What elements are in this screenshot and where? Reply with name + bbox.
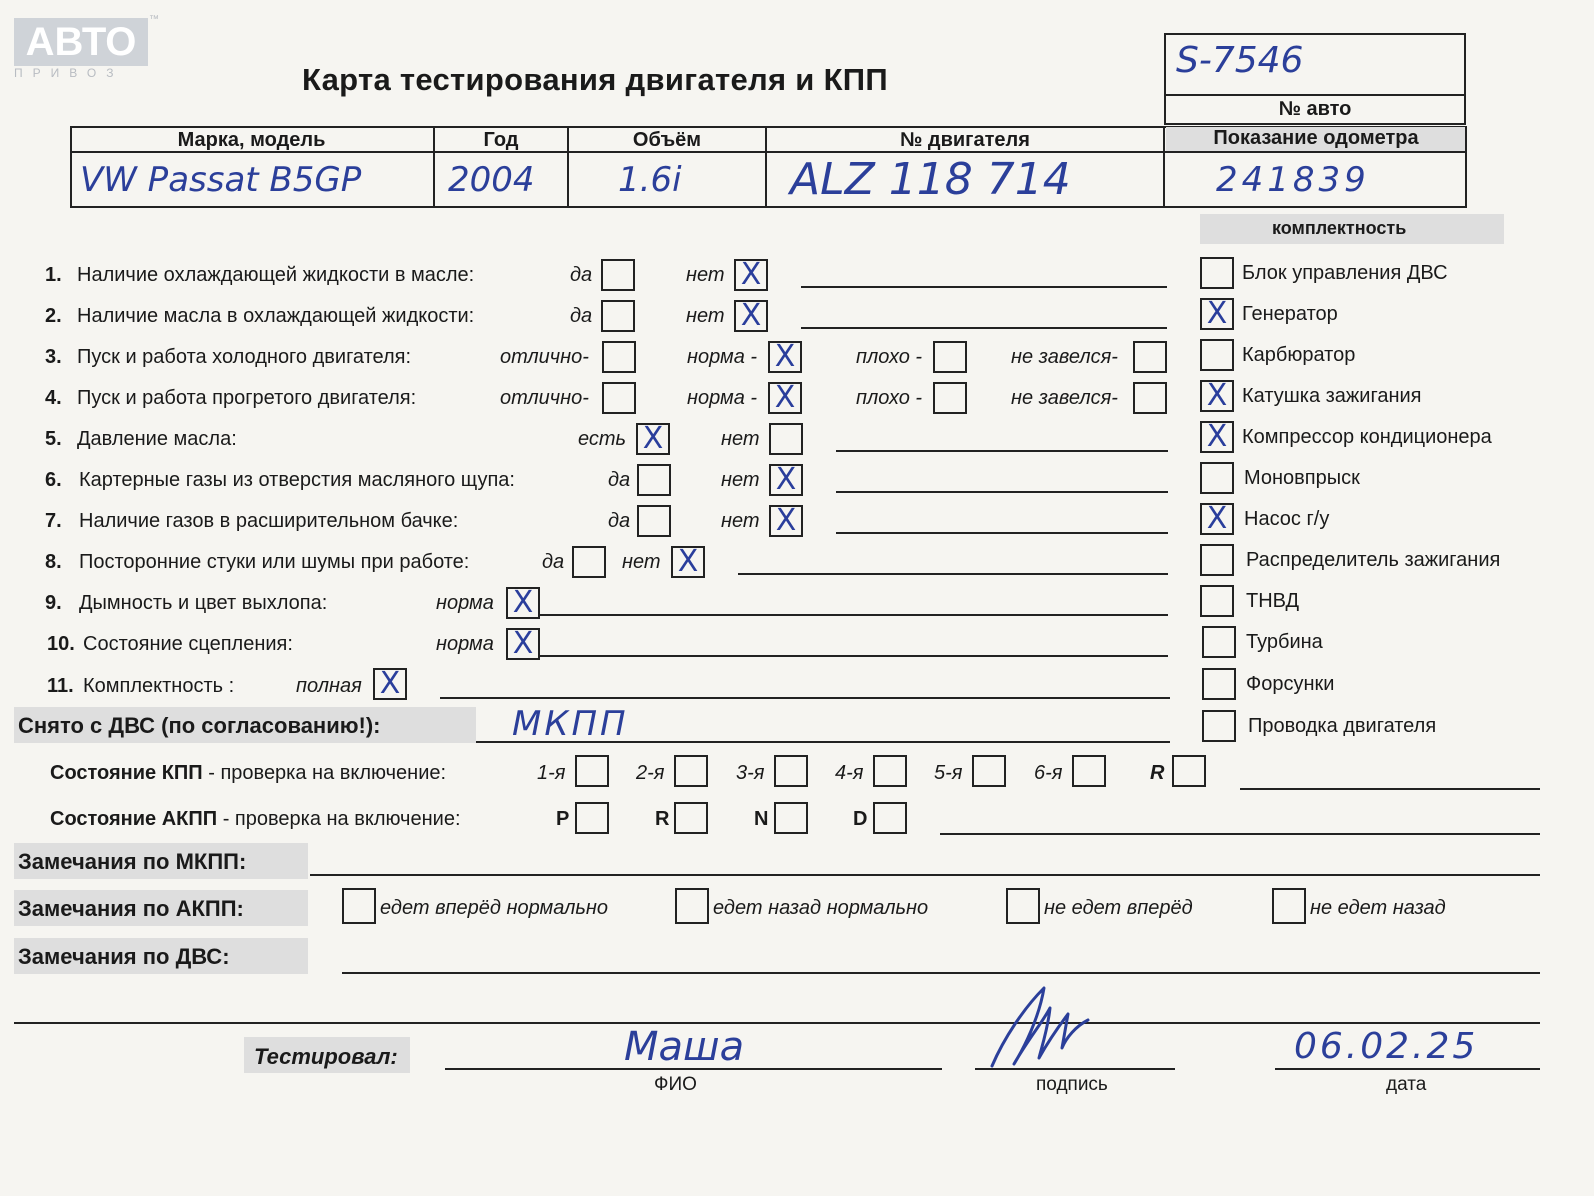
row-label: Наличие масла в охлаждающей жидкости: bbox=[77, 305, 475, 327]
kit-title: комплектность bbox=[1272, 218, 1407, 238]
date-caption: дата bbox=[1386, 1074, 1427, 1095]
gear-label: R bbox=[1150, 762, 1165, 784]
kit-checkbox[interactable]: X bbox=[1200, 421, 1234, 453]
kit-checkbox[interactable]: X bbox=[1200, 298, 1234, 330]
gear-checkbox-4[interactable] bbox=[873, 755, 907, 787]
kit-item-label: Насос г/у bbox=[1244, 508, 1330, 530]
kit-item-label: ТНВД bbox=[1246, 590, 1300, 612]
kit-item-label: Компрессор кондиционера bbox=[1242, 426, 1492, 448]
row-number: 8. bbox=[45, 551, 62, 573]
kit-checkbox[interactable]: X bbox=[1200, 380, 1234, 412]
opt-label-normal: норма bbox=[436, 633, 494, 655]
checkbox-row8-no[interactable]: X bbox=[671, 546, 705, 578]
signature-caption: подпись bbox=[1036, 1074, 1108, 1095]
checkbox-row6-yes[interactable] bbox=[637, 464, 671, 496]
kit-item-label: Моновпрыск bbox=[1244, 467, 1360, 489]
checkbox-row10-normal[interactable]: X bbox=[506, 628, 540, 660]
kit-item-label: Блок управления ДВС bbox=[1242, 262, 1448, 284]
kit-checkbox[interactable] bbox=[1200, 339, 1234, 371]
row-label: Пуск и работа прогретого двигателя: bbox=[77, 387, 417, 409]
gear-label: 4-я bbox=[835, 762, 864, 784]
cell-engine-number: ALZ 118 714 bbox=[790, 154, 1071, 205]
removed-value: МКПП bbox=[512, 704, 629, 744]
row-label: Наличие газов в расширительном бачке: bbox=[79, 510, 459, 532]
opt-label-excellent: отлично- bbox=[500, 387, 589, 409]
row-label: Пуск и работа холодного двигателя: bbox=[77, 346, 412, 368]
checkbox-row4-not-started[interactable] bbox=[1133, 382, 1167, 414]
row-number: 9. bbox=[45, 592, 62, 614]
akpp-option-label: не едет вперёд bbox=[1044, 897, 1193, 919]
checkbox-row2-no[interactable]: X bbox=[734, 300, 768, 332]
kit-checkbox[interactable] bbox=[1200, 585, 1234, 617]
opt-label-no: нет bbox=[721, 510, 760, 532]
akpp-forward-ok-checkbox[interactable] bbox=[342, 888, 376, 924]
opt-label-normal: норма bbox=[436, 592, 494, 614]
col-header-odometer: Показание одометра bbox=[1213, 127, 1419, 149]
cell-model: VW Passat B5GP bbox=[80, 160, 362, 200]
opt-label-full: полная bbox=[296, 675, 362, 697]
opt-label-no: нет bbox=[721, 428, 760, 450]
checkbox-row3-excellent[interactable] bbox=[602, 341, 636, 373]
checkbox-row2-yes[interactable] bbox=[601, 300, 635, 332]
akpp-no-forward-checkbox[interactable] bbox=[1006, 888, 1040, 924]
kit-item-label: Карбюратор bbox=[1242, 344, 1356, 366]
kit-checkbox[interactable] bbox=[1202, 668, 1236, 700]
mode-checkbox-d[interactable] bbox=[873, 802, 907, 834]
notes-dvs-label: Замечания по ДВС: bbox=[18, 944, 230, 969]
kit-checkbox[interactable] bbox=[1202, 710, 1236, 742]
kit-checkbox[interactable]: X bbox=[1200, 503, 1234, 535]
checkbox-row5-no[interactable] bbox=[769, 423, 803, 455]
kit-item-label: Генератор bbox=[1242, 303, 1338, 325]
opt-label-yes: да bbox=[570, 264, 593, 286]
mode-checkbox-p[interactable] bbox=[575, 802, 609, 834]
row-label: Наличие охлаждающей жидкости в масле: bbox=[77, 264, 475, 286]
akpp-option-label: едет назад нормально bbox=[713, 897, 929, 919]
auto-number-value: S-7546 bbox=[1176, 40, 1304, 81]
opt-label-not-started: не завелся- bbox=[1011, 346, 1118, 368]
gear-checkbox-3[interactable] bbox=[774, 755, 808, 787]
gear-checkbox-reverse[interactable] bbox=[1172, 755, 1206, 787]
signature-mark bbox=[984, 978, 1096, 1078]
row-label: Дымность и цвет выхлопа: bbox=[79, 592, 328, 614]
checkbox-row4-normal[interactable]: X bbox=[768, 382, 802, 414]
checkbox-row1-yes[interactable] bbox=[601, 259, 635, 291]
row-label: Посторонние стуки или шумы при работе: bbox=[79, 551, 470, 573]
cell-volume: 1.6i bbox=[618, 160, 682, 200]
mode-label: P bbox=[556, 808, 570, 830]
notes-mkpp-label: Замечания по МКПП: bbox=[18, 849, 247, 874]
gear-label: 6-я bbox=[1034, 762, 1063, 784]
fio-caption: ФИО bbox=[654, 1074, 697, 1095]
opt-label-no: нет bbox=[721, 469, 760, 491]
gear-label: 5-я bbox=[934, 762, 963, 784]
opt-label-bad: плохо - bbox=[856, 387, 923, 409]
row-number: 5. bbox=[45, 428, 62, 450]
akpp-no-reverse-checkbox[interactable] bbox=[1272, 888, 1306, 924]
mode-label: N bbox=[754, 808, 769, 830]
checkbox-row4-excellent[interactable] bbox=[602, 382, 636, 414]
row-number: 2. bbox=[45, 305, 62, 327]
kit-checkbox[interactable] bbox=[1202, 626, 1236, 658]
opt-label-no: нет bbox=[622, 551, 661, 573]
tested-label: Тестировал: bbox=[254, 1044, 398, 1069]
opt-label-yes: да bbox=[542, 551, 565, 573]
col-header-engine-number: № двигателя bbox=[900, 129, 1030, 151]
row-label: Картерные газы из отверстия масляного щупа: bbox=[79, 469, 515, 491]
kit-checkbox[interactable] bbox=[1200, 257, 1234, 289]
notes-akpp-label: Замечания по АКПП: bbox=[18, 896, 244, 921]
auto-number-label: № авто bbox=[1278, 98, 1352, 120]
row-label: Состояние сцепления: bbox=[83, 633, 293, 655]
opt-label-yes: да bbox=[570, 305, 593, 327]
checkbox-row6-no[interactable]: X bbox=[769, 464, 803, 496]
row-number: 10. bbox=[47, 633, 75, 655]
akpp-option-label: едет вперёд нормально bbox=[380, 897, 609, 919]
col-header-year: Год bbox=[483, 129, 519, 151]
checkbox-row11-full[interactable]: X bbox=[373, 668, 407, 700]
opt-label-excellent: отлично- bbox=[500, 346, 589, 368]
cell-odometer: 241839 bbox=[1216, 160, 1370, 200]
opt-label-present: есть bbox=[578, 428, 627, 450]
kit-item-label: Катушка зажигания bbox=[1242, 385, 1422, 407]
checkbox-row8-yes[interactable] bbox=[572, 546, 606, 578]
kit-checkbox[interactable] bbox=[1200, 462, 1234, 494]
gear-checkbox-2[interactable] bbox=[674, 755, 708, 787]
row-label: Комплектность : bbox=[83, 675, 235, 697]
col-header-model: Марка, модель bbox=[177, 129, 326, 151]
gear-checkbox-5[interactable] bbox=[972, 755, 1006, 787]
checkbox-row5-present[interactable]: X bbox=[636, 423, 670, 455]
col-header-volume: Объём bbox=[632, 129, 702, 151]
kit-item-label: Распределитель зажигания bbox=[1246, 549, 1501, 571]
company-logo bbox=[14, 18, 148, 66]
cell-year: 2004 bbox=[448, 160, 535, 200]
gear-label: 1-я bbox=[537, 762, 566, 784]
akpp-label: Состояние АКПП - проверка на включение: bbox=[50, 808, 461, 830]
row-number: 1. bbox=[45, 264, 62, 286]
gear-label: 2-я bbox=[636, 762, 665, 784]
mode-label: D bbox=[853, 808, 868, 830]
checkbox-row4-bad[interactable] bbox=[933, 382, 967, 414]
test-date: 06.02.25 bbox=[1294, 1026, 1479, 1067]
row-number: 7. bbox=[45, 510, 62, 532]
kit-item-label: Турбина bbox=[1246, 631, 1323, 653]
checkbox-row3-bad[interactable] bbox=[933, 341, 967, 373]
row-label: Давление масла: bbox=[77, 428, 237, 450]
opt-label-normal: норма - bbox=[687, 387, 758, 409]
kit-item-label: Проводка двигателя bbox=[1248, 715, 1437, 737]
mode-label: R bbox=[655, 808, 670, 830]
row-number: 3. bbox=[45, 346, 62, 368]
kpp-label: Состояние КПП - проверка на включение: bbox=[50, 762, 447, 784]
opt-label-bad: плохо - bbox=[856, 346, 923, 368]
logo-subtext: ПРИВОЗ bbox=[14, 66, 124, 80]
akpp-option-label: не едет назад bbox=[1310, 897, 1446, 919]
kit-item-label: Форсунки bbox=[1246, 673, 1335, 695]
row-number: 6. bbox=[45, 469, 62, 491]
checkbox-row1-no[interactable]: X bbox=[734, 259, 768, 291]
opt-label-normal: норма - bbox=[687, 346, 758, 368]
opt-label-no: нет bbox=[686, 305, 725, 327]
kit-checkbox[interactable] bbox=[1200, 544, 1234, 576]
gear-checkbox-1[interactable] bbox=[575, 755, 609, 787]
row-number: 4. bbox=[45, 387, 62, 409]
checkbox-row3-not-started[interactable] bbox=[1133, 341, 1167, 373]
checkbox-row7-no[interactable]: X bbox=[769, 505, 803, 537]
mode-checkbox-r[interactable] bbox=[674, 802, 708, 834]
checkbox-row9-normal[interactable]: X bbox=[506, 587, 540, 619]
removed-label: Снято с ДВС (по согласованию!): bbox=[18, 713, 381, 738]
page-title: Карта тестирования двигателя и КПП bbox=[302, 62, 888, 97]
tester-name: Маша bbox=[624, 1024, 745, 1070]
checkbox-row3-normal[interactable]: X bbox=[768, 341, 802, 373]
opt-label-not-started: не завелся- bbox=[1011, 387, 1118, 409]
mode-checkbox-n[interactable] bbox=[774, 802, 808, 834]
trademark-mark: ™ bbox=[149, 14, 159, 25]
opt-label-yes: да bbox=[608, 469, 631, 491]
checkbox-row7-yes[interactable] bbox=[637, 505, 671, 537]
gear-label: 3-я bbox=[736, 762, 765, 784]
gear-checkbox-6[interactable] bbox=[1072, 755, 1106, 787]
logo-text: АВТО bbox=[25, 20, 137, 64]
opt-label-yes: да bbox=[608, 510, 631, 532]
opt-label-no: нет bbox=[686, 264, 725, 286]
akpp-reverse-ok-checkbox[interactable] bbox=[675, 888, 709, 924]
row-number: 11. bbox=[47, 675, 74, 697]
